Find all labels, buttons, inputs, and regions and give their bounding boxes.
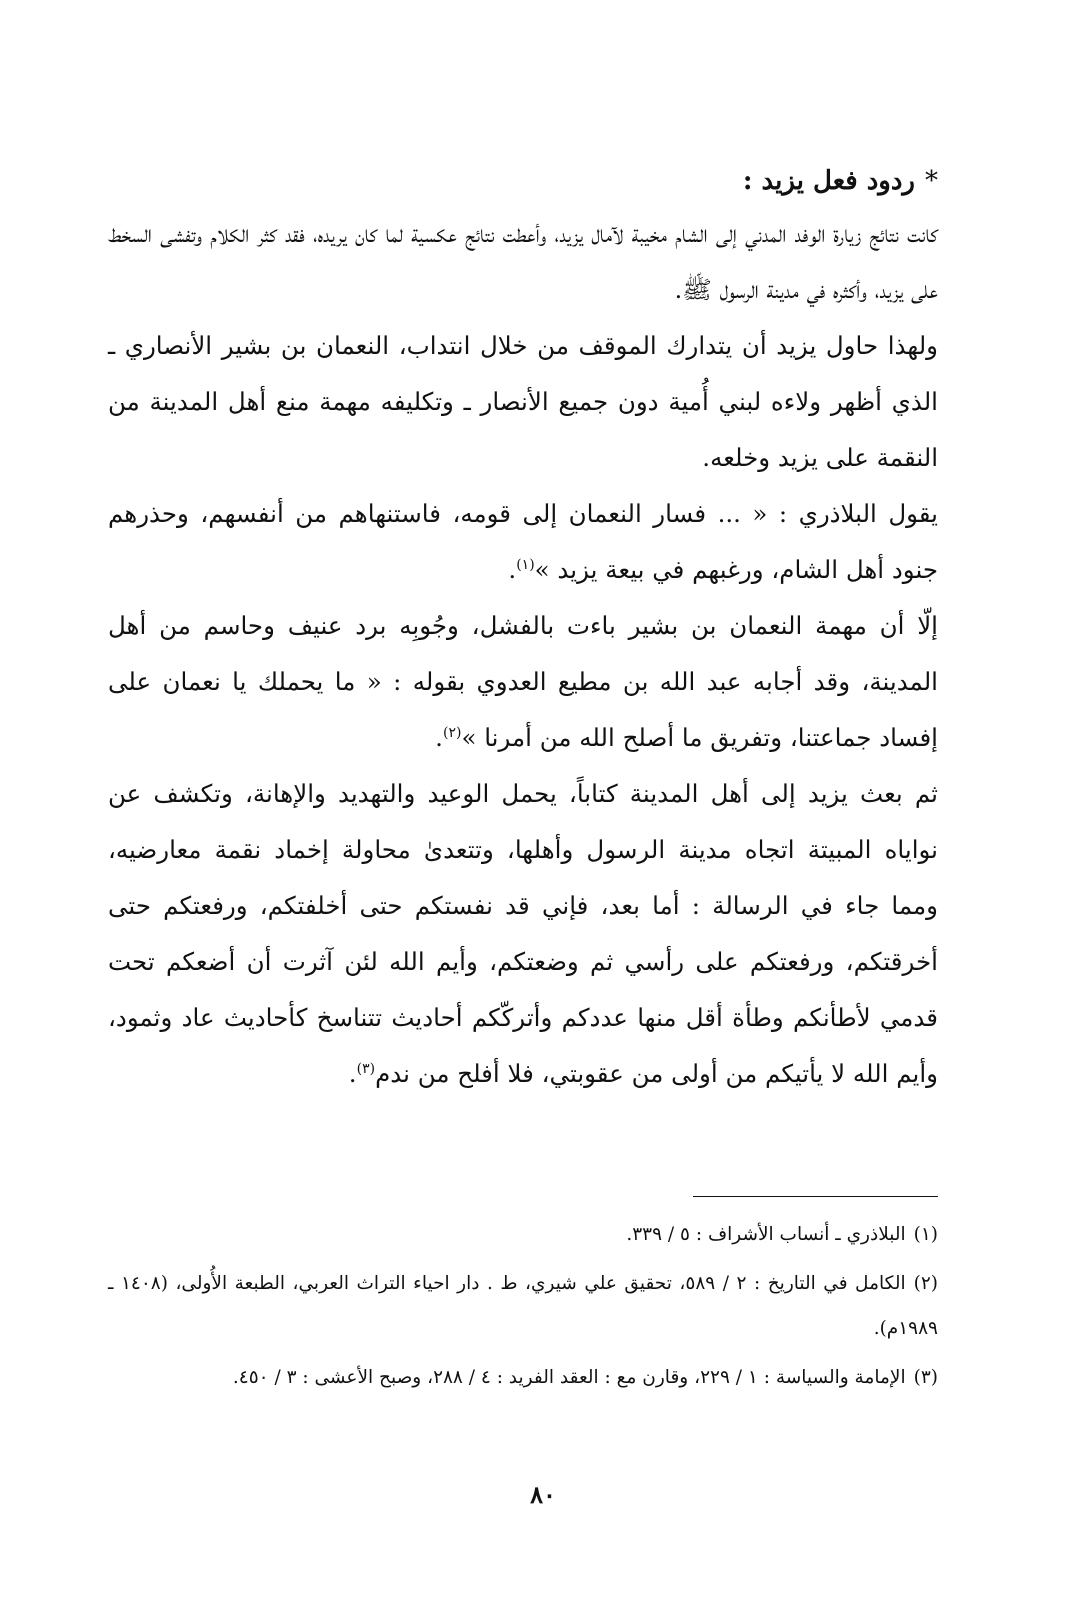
footnote-ref-2[interactable]: (٢)	[442, 724, 462, 741]
paragraph-1-text: كانت نتائج زيارة الوفد المدني إلى الشام مخيبة لآمال يزيد، وأعطت نتائج عكسية لما كان يريده، فقد كثر الكلام وتفشى السخط على يزيد، وأكثره في مدينة الرسول ﷺ.	[108, 219, 938, 304]
page-number: ٨٠	[530, 1480, 556, 1509]
asterisk-bullet: *	[925, 166, 938, 196]
footnotes	[108, 1212, 938, 1404]
paragraph-4	[108, 598, 938, 766]
footnote-2-number: (٢)	[913, 1273, 938, 1294]
footnote-1	[108, 1212, 938, 1257]
footnote-1-text: البلاذري ـ أنساب الأشراف : ٥ / ٣٣٩.	[626, 1224, 906, 1245]
main-text	[108, 160, 938, 1102]
footnote-ref-1[interactable]: (١)	[516, 556, 535, 573]
heading-text: ردود فعل يزيد :	[742, 166, 915, 196]
paragraph-5-text: ثم بعث يزيد إلى أهل المدينة كتاباً، يحمل الوعيد والتهديد والإهانة، وتكشف عن نواياه المبيتة اتجاه مدينة الرسول وأهلها، وتتعدىٰ محاولة إخماد نقمة معارضيه، ومما جاء في الرسالة : أما بعد، فإني قد نفستكم حتى أخلفتكم، ورفعتكم حتى أخرقتكم، ورفعتكم على رأسي ثم وضعتكم، وأيم الله لئن آثرت أن أضعكم تحت قدمي لأطأنكم وطأة أقل منها عددكم وأتركّكم أحاديث تتناسخ كأحاديث عاد وثمود، وأيم الله لا يأتيكم من أولى من عقوبتي، فلا أفلح من ندم	[108, 779, 938, 1088]
footnote-ref-3[interactable]: (٣)	[356, 1060, 376, 1077]
paragraph-3	[108, 486, 938, 598]
paragraph-2	[108, 318, 938, 486]
paragraph-4-text: إلّا أن مهمة النعمان بن بشير باءت بالفشل، وجُوبِه برد عنيف وحاسم من أهل المدينة، وقد أجابه عبد الله بن مطيع العدوي بقوله : « ما يحملك يا نعمان على إفساد جماعتنا، وتفريق ما أصلح الله من أمرنا »	[108, 611, 938, 752]
paragraph-5-tail: .	[348, 1059, 357, 1088]
paragraph-2-text: ولهذا حاول يزيد أن يتدارك الموقف من خلال انتداب، النعمان بن بشير الأنصاري ـ الذي أظهر ولاءه لبني أُمية دون جميع الأنصار ـ وتكليفه مهمة منع أهل المدينة من النقمة على يزيد وخلعه.	[108, 331, 938, 472]
footnote-divider	[693, 1196, 938, 1197]
paragraph-4-tail: .	[435, 723, 443, 752]
paragraph-3-tail: .	[508, 555, 517, 584]
footnote-1-number: (١)	[913, 1224, 938, 1245]
footnote-2	[108, 1261, 938, 1351]
footnote-3	[108, 1355, 938, 1400]
section-heading	[108, 160, 938, 202]
footnote-3-text: الإمامة والسياسة : ١ / ٢٢٩، وقارن مع : العقد الفريد : ٤ / ٢٨٨، وصبح الأعشى : ٣ / ٤٥٠.	[232, 1367, 906, 1388]
paragraph-1	[108, 206, 938, 318]
paragraph-3-text: يقول البلاذري : « ... فسار النعمان إلى قومه، فاستنهاهم من أنفسهم، وحذرهم جنود أهل الشام، ورغبهم في بيعة يزيد »	[108, 499, 938, 584]
footnote-2-text: الكامل في التاريخ : ٢ / ٥٨٩، تحقيق علي شيري، ط . دار احياء التراث العربي، الطبعة الأُولى، (١٤٠٨ ـ ١٩٨٩م).	[108, 1273, 938, 1339]
paragraph-5	[108, 766, 938, 1102]
footnote-3-number: (٣)	[913, 1367, 938, 1388]
